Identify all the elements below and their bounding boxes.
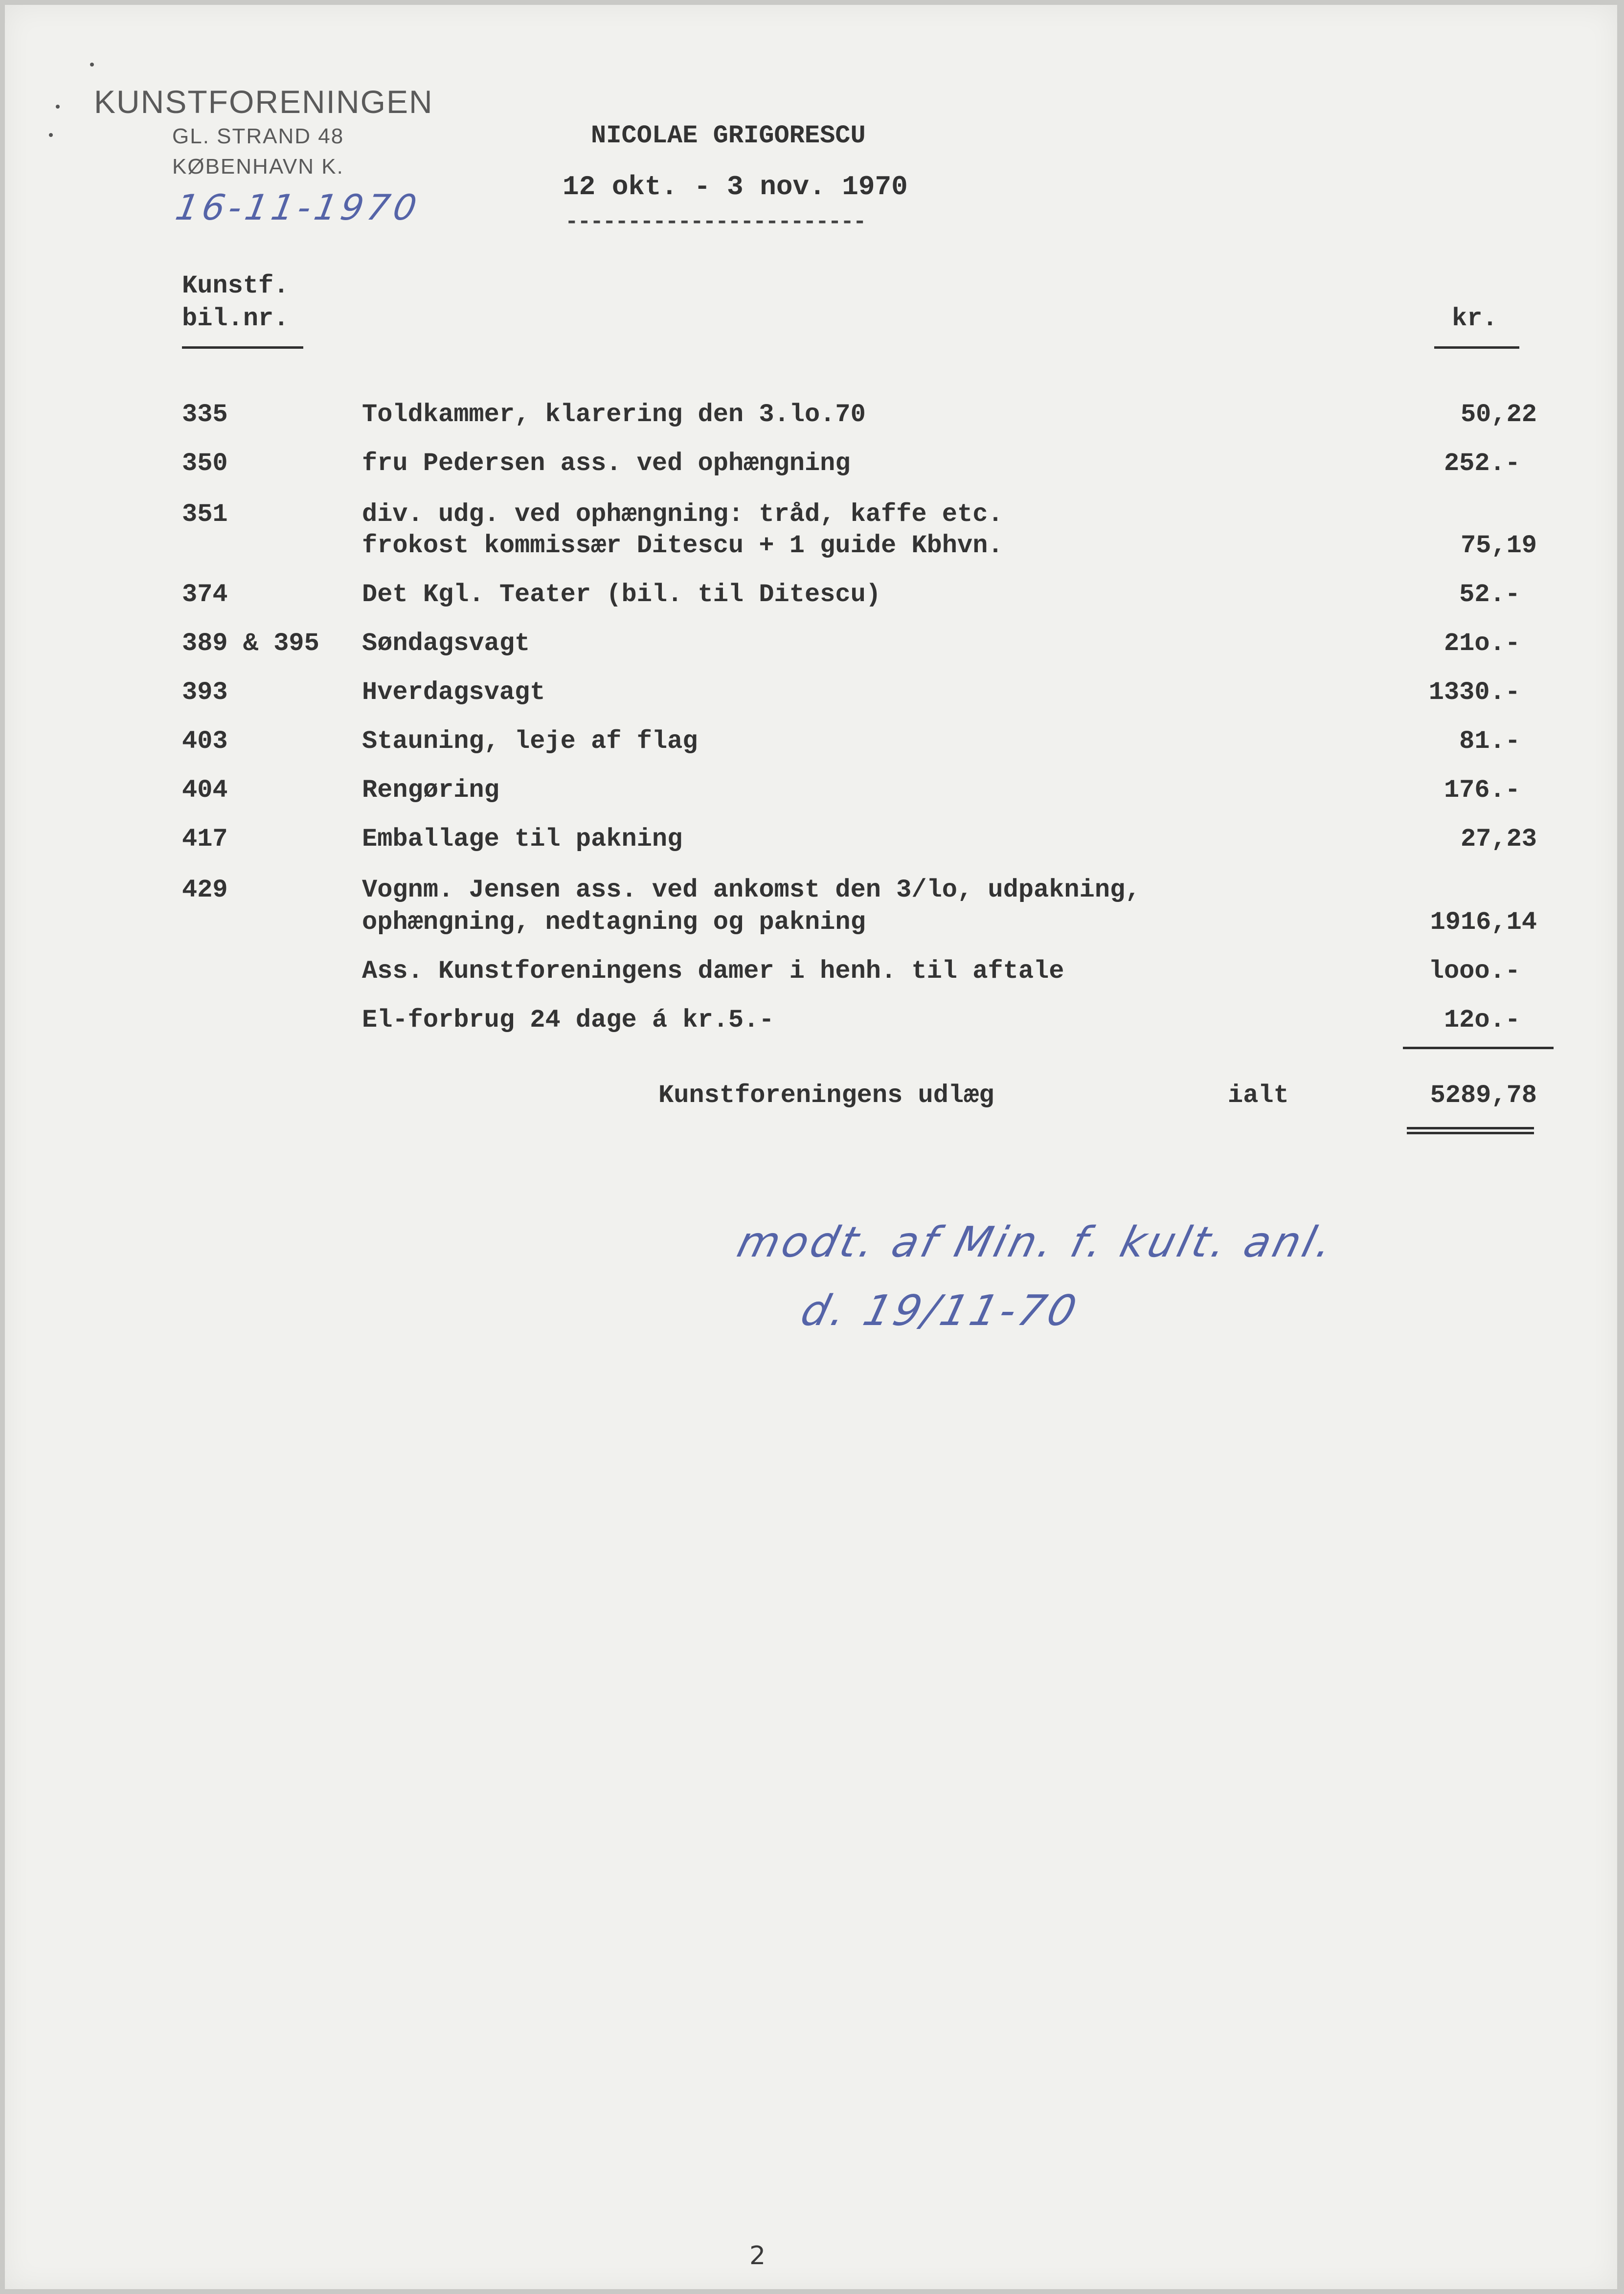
- row-ref: 393: [182, 678, 228, 707]
- total-amount: 5289,78: [1430, 1081, 1537, 1110]
- column-header-ref-line1: Kunstf.: [182, 271, 289, 300]
- row-amount: 52.-: [1459, 580, 1520, 609]
- row-amount: 27,23: [1460, 825, 1537, 854]
- row-amount: 1330.-: [1428, 678, 1520, 707]
- ink-spot: [90, 63, 94, 67]
- row-ref: 374: [182, 580, 228, 609]
- row-desc: Vognm. Jensen ass. ved ankomst den 3/lo, udpakning,: [362, 876, 1141, 904]
- column-header-ref-line2: bil.nr.: [182, 304, 289, 333]
- row-desc: Emballage til pakning: [362, 825, 683, 854]
- total-ialt: ialt: [1228, 1081, 1289, 1110]
- row-desc-continued: ophængning, nedtagning og pakning: [362, 908, 866, 937]
- row-ref: 351: [182, 500, 228, 529]
- row-desc: div. udg. ved ophængning: tråd, kaffe etc.: [362, 500, 1003, 529]
- handwritten-date: 16-11-1970: [172, 187, 424, 228]
- page-number: 2: [749, 2241, 766, 2271]
- document-title: NICOLAE GRIGORESCU: [591, 121, 866, 150]
- row-amount: 176.-: [1444, 776, 1520, 805]
- row-desc: Toldkammer, klarering den 3.lo.70: [362, 400, 866, 429]
- row-desc: fru Pedersen ass. ved ophængning: [362, 449, 851, 478]
- total-label: Kunstforeningens udlæg: [658, 1081, 994, 1110]
- row-ref: 429: [182, 876, 228, 904]
- row-amount: 21o.-: [1444, 629, 1520, 658]
- ink-spot: [56, 105, 60, 109]
- row-amount: 81.-: [1459, 727, 1520, 756]
- total-double-underline: [1407, 1127, 1534, 1134]
- row-amount: 252.-: [1444, 449, 1520, 478]
- row-desc: Hverdagsvagt: [362, 678, 545, 707]
- row-amount: 50,22: [1460, 400, 1537, 429]
- row-desc: Det Kgl. Teater (bil. til Ditescu): [362, 580, 881, 609]
- row-amount: 1916,14: [1430, 908, 1537, 937]
- letterhead-city: KØBENHAVN K.: [172, 155, 344, 179]
- row-ref: 389 & 395: [182, 629, 319, 658]
- letterhead-street: GL. STRAND 48: [172, 124, 344, 148]
- column-header-ref-rule: [182, 346, 303, 349]
- row-ref: 404: [182, 776, 228, 805]
- exhibition-period: 12 okt. - 3 nov. 1970: [563, 171, 908, 202]
- letterhead-org: KUNSTFORENINGEN: [94, 84, 433, 120]
- row-amount: 75,19: [1460, 531, 1537, 560]
- row-ref: 403: [182, 727, 228, 756]
- title-underline: ------------------------: [565, 209, 866, 235]
- row-ref: 350: [182, 449, 228, 478]
- subtotal-rule: [1403, 1047, 1554, 1049]
- row-amount: looo.-: [1428, 957, 1520, 986]
- row-desc: Ass. Kunstforeningens damer i henh. til aftale: [362, 957, 1064, 986]
- row-desc: Søndagsvagt: [362, 629, 530, 658]
- row-amount: 12o.-: [1444, 1006, 1520, 1035]
- row-ref: 335: [182, 400, 228, 429]
- row-desc: Rengøring: [362, 776, 499, 805]
- row-ref: 417: [182, 825, 228, 854]
- column-header-amount-rule: [1434, 346, 1519, 349]
- handwritten-receipt-note-line1: modt. af Min. f. kult. anl.: [732, 1218, 1340, 1267]
- column-header-amount: kr.: [1452, 304, 1498, 333]
- ink-spot: [49, 133, 53, 137]
- row-desc: Stauning, leje af flag: [362, 727, 698, 756]
- row-desc-continued: frokost kommissær Ditescu + 1 guide Kbhvn.: [362, 531, 1003, 560]
- row-desc: El-forbrug 24 dage á kr.5.-: [362, 1006, 774, 1035]
- handwritten-receipt-note-line2: d. 19/11-70: [796, 1286, 1084, 1335]
- document-page: [5, 5, 1617, 2289]
